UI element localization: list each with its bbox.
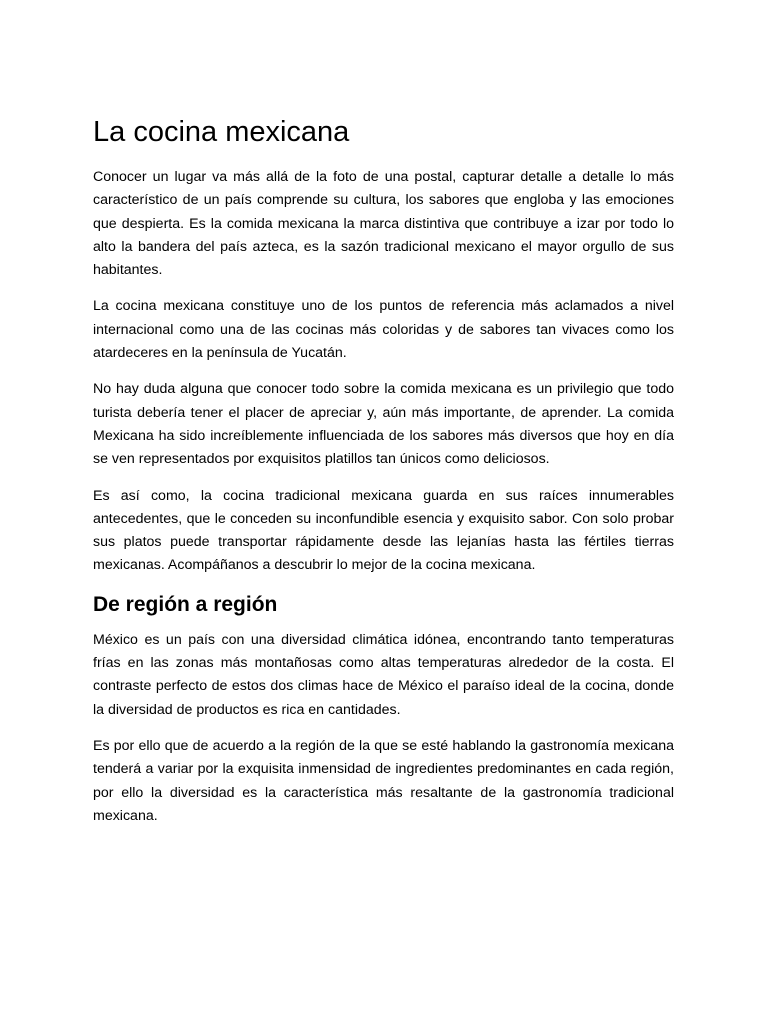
document-title: La cocina mexicana — [93, 116, 350, 148]
intro-paragraph-1: Conocer un lugar va más allá de la foto de una postal, capturar detalle a detalle lo más característico de un país comprende su cultura, los sabores que engloba y las emociones que despierta. Es la comida mexicana la marca distintiva que contribuye a izar por todo lo alto la bandera del país azteca, es la sazón tradicional mexicano el mayor orgullo de sus habitantes. — [93, 169, 674, 279]
intro-paragraph-4: Es así como, la cocina tradicional mexicana guarda en sus raíces innumerables antecedentes, que le conceden su inconfundible esencia y exquisito sabor. Con solo probar sus platos puede transportar rápidamente desde las lejanías hasta las fértiles tierras mexicanas. Acompáñanos a descubrir lo mejor de la cocina mexicana. — [93, 487, 674, 574]
section-paragraph-2: Es por ello que de acuerdo a la región de la que se esté hablando la gastronomía mexicana tenderá a variar por la exquisita inmensidad de ingredientes predominantes en cada región, por ello la diversidad es la característica más resaltante de la gastronomía tradicional mexicana. — [93, 737, 674, 824]
document-page — [93, 112, 674, 841]
section-heading: De región a región — [93, 592, 278, 616]
intro-paragraph-2: La cocina mexicana constituye uno de los puntos de referencia más aclamados a nivel internacional como una de las cocinas más coloridas y de sabores tan vivaces como los atardeceres en la península de Yucatán. — [93, 298, 674, 362]
section-paragraph-1: México es un país con una diversidad climática idónea, encontrando tanto temperaturas frías en las zonas más montañosas como altas temperaturas alrededor de la costa. El contraste perfecto de estos dos climas hace de México el paraíso ideal de la cocina, donde la diversidad de productos es rica en cantidades. — [93, 631, 674, 718]
intro-paragraph-3: No hay duda alguna que conocer todo sobre la comida mexicana es un privilegio que todo turista debería tener el placer de apreciar y, aún más importante, de aprender. La comida Mexicana ha sido increíblemente influenciada de los sabores más diversos que hoy en día se ven representados por exquisitos platillos tan únicos como deliciosos. — [93, 381, 674, 468]
